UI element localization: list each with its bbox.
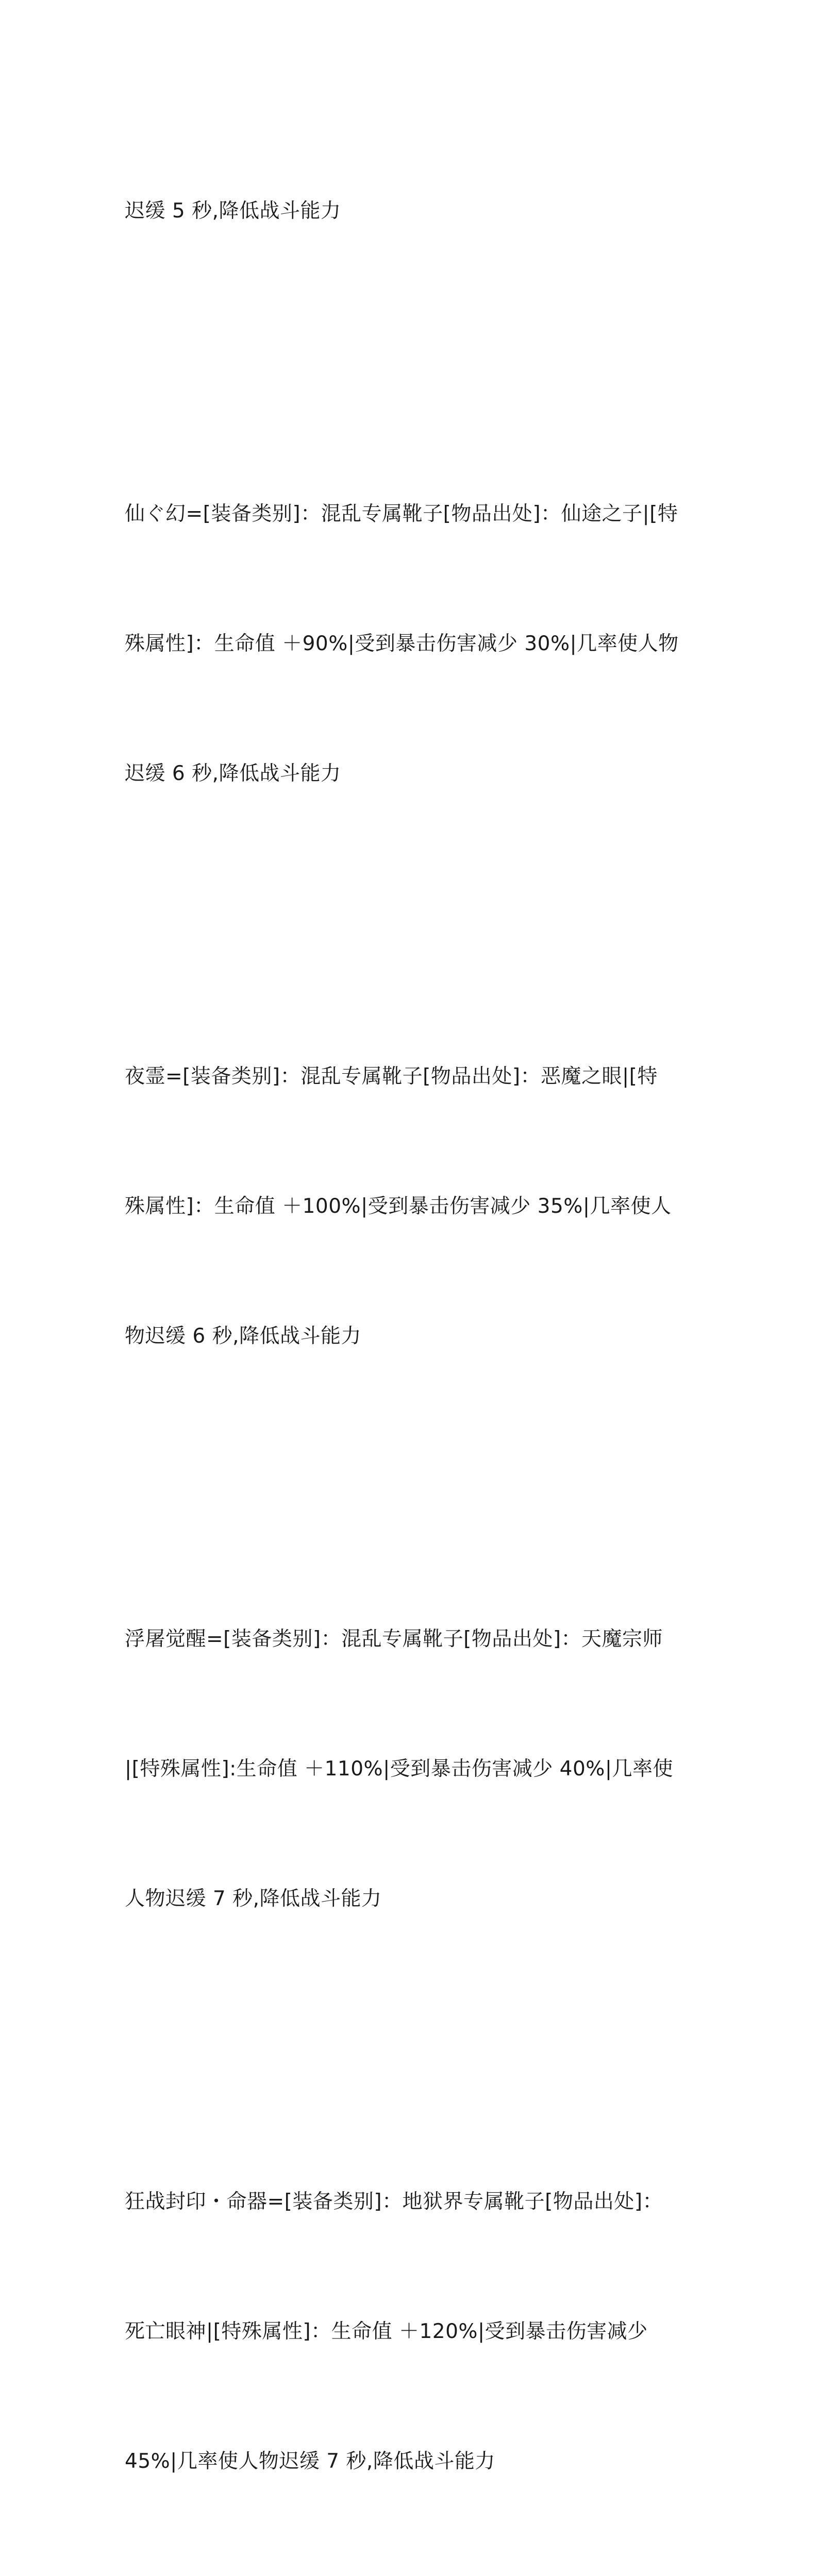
text-line: 浮屠觉醒=[装备类别]：混乱专属靴子[物品出处]：天魔宗师 xyxy=(125,1628,663,1651)
text-line: 夜霊=[装备类别]：混乱专属靴子[物品出处]：恶魔之眼|[特 xyxy=(125,1065,658,1088)
text-line: 迟缓 6 秒,降低战斗能力 xyxy=(125,762,341,785)
text-line: 物迟缓 6 秒,降低战斗能力 xyxy=(125,1325,362,1348)
text-line: |[特殊属性]:生命值 ＋110%|受到暴击伤害减少 40%|几率使 xyxy=(125,1757,673,1781)
text-line: 殊属性]：生命值 ＋90%|受到暴击伤害减少 30%|几率使人物 xyxy=(125,632,679,655)
text-line: 仙ぐ幻=[装备类别]：混乱专属靴子[物品出处]：仙途之子|[特 xyxy=(125,502,678,526)
text-line: 人物迟缓 7 秒,降低战斗能力 xyxy=(125,1887,382,1910)
paragraph-gap xyxy=(125,1445,707,1531)
paragraph-item-xianhuan xyxy=(125,406,707,882)
paragraph-item-yeling xyxy=(125,969,707,1445)
text-line: 迟缓 5 秒,降低战斗能力 xyxy=(125,199,341,223)
paragraph-gap xyxy=(125,2570,707,2576)
text-line: 死亡眼神|[特殊属性]：生命值 ＋120%|受到暴击伤害减少 xyxy=(125,2320,648,2343)
paragraph-item-futu-juexing xyxy=(125,1531,707,2007)
paragraph-gap xyxy=(125,882,707,969)
text-line: 殊属性]：生命值 ＋100%|受到暴击伤害减少 35%|几率使人 xyxy=(125,1195,672,1218)
paragraph-gap xyxy=(125,2007,707,2094)
paragraph-continuation xyxy=(125,103,707,319)
text-line: 狂战封印・命器=[装备类别]：地狱界专属靴子[物品出处]： xyxy=(125,2190,663,2213)
paragraph-gap xyxy=(125,319,707,406)
text-line: 45%|几率使人物迟缓 7 秒,降低战斗能力 xyxy=(125,2450,495,2473)
document-body xyxy=(125,103,707,2576)
paragraph-item-kuangzhan-fengyin xyxy=(125,2094,707,2570)
